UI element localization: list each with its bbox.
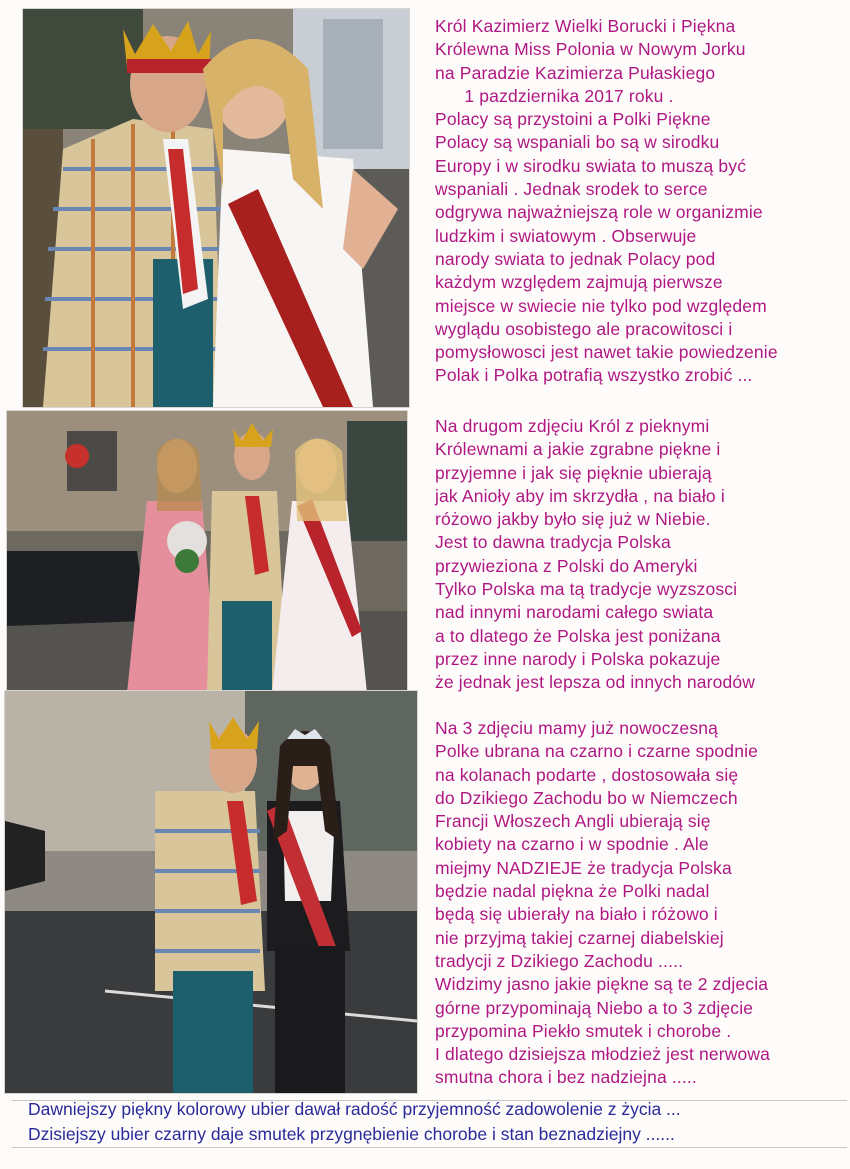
text-line: różowo jakby było się już w Niebie. bbox=[435, 509, 711, 530]
text-line: wyglądu osobistego ale pracowitosci i bbox=[435, 318, 733, 339]
paragraph-third-photo bbox=[435, 717, 770, 1090]
text-line: Polacy są przystoini a Polki Piękne bbox=[435, 109, 711, 130]
text-line: odgrywa najważniejszą role w organizmie bbox=[435, 202, 763, 223]
text-line: Jest to dawna tradycja Polska bbox=[435, 532, 671, 553]
text-line: Widzimy jasno jakie piękne są te 2 zdjecia bbox=[435, 974, 769, 995]
text-line: przyjemne i jak się pięknie ubierają bbox=[435, 462, 712, 483]
photo-king-with-princesses bbox=[6, 410, 408, 694]
text-line: nie przyjmą takiej czarnej diabelskiej bbox=[435, 927, 724, 948]
text-line: że jednak jest lepsza od innych narodów bbox=[435, 672, 756, 693]
text-line: Polacy są wspaniali bo są w sirodku bbox=[435, 132, 720, 153]
text-line: przez inne narody i Polska pokazuje bbox=[435, 648, 721, 669]
footer-line-colorful: Dawniejszy piękny kolorowy ubier dawał radość przyjemność zadowolenie z życia ... bbox=[28, 1099, 681, 1119]
photo-1-illustration bbox=[23, 9, 409, 407]
text-line: Na drugom zdjęciu Król z pieknymi bbox=[435, 416, 710, 436]
text-line: Król Kazimierz Wielki Borucki i Piękna bbox=[435, 16, 736, 36]
footer-line-black: Dzisiejszy ubier czarny daje smutek przygnębienie chorobe i stan beznadziejny ...... bbox=[28, 1124, 675, 1144]
text-line: Królewnami a jakie zgrabne piękne i bbox=[435, 439, 721, 460]
text-line: będą się ubierały na biało i różowo i bbox=[435, 904, 718, 925]
text-line: miejsce w swiecie nie tylko pod względem bbox=[435, 295, 767, 316]
text-line: tradycji z Dzikiego Zachodu ..... bbox=[435, 950, 684, 971]
text-line: do Dzikiego Zachodu bo w Niemczech bbox=[435, 787, 738, 808]
footer-divider-bottom bbox=[12, 1147, 847, 1148]
text-line: górne przypominają Niebo a to 3 zdjęcie bbox=[435, 997, 754, 1018]
text-line: Polke ubrana na czarno i czarne spodnie bbox=[435, 741, 758, 762]
text-line: będzie nadal piękna że Polki nadal bbox=[435, 881, 710, 902]
text-line: na kolanach podarte , dostosowała się bbox=[435, 764, 739, 785]
text-line: przypomina Piekło smutek i chorobe . bbox=[435, 1020, 732, 1041]
text-line: Na 3 zdjęciu mamy już nowoczesną bbox=[435, 718, 718, 738]
text-line: Francji Włoszech Angli ubierają się bbox=[435, 811, 711, 832]
text-line: miejmy NADZIEJE że tradycja Polska bbox=[435, 857, 732, 878]
text-line: na Paradzie Kazimierza Pułaskiego bbox=[435, 62, 716, 83]
text-line: pomysłowosci jest nawet takie powiedzenie bbox=[435, 342, 778, 363]
text-line: Królewna Miss Polonia w Nowym Jorku bbox=[435, 39, 746, 60]
text-line-date: 1 pazdziernika 2017 roku . bbox=[464, 85, 674, 106]
paragraph-intro bbox=[435, 15, 778, 388]
text-line: ludzkim i swiatowym . Obserwuje bbox=[435, 225, 697, 246]
photo-2-illustration bbox=[7, 411, 407, 693]
text-line: narody swiata to jednak Polacy pod bbox=[435, 248, 716, 269]
text-line: Polak i Polka potrafią wszystko zrobić ... bbox=[435, 365, 753, 386]
text-line: przywieziona z Polski do Ameryki bbox=[435, 555, 698, 576]
text-line: jak Anioły aby im skrzydła , na biało i bbox=[435, 485, 725, 506]
text-line: Tylko Polska ma tą tradycje wyzszosci bbox=[435, 579, 738, 600]
text-line: a to dlatego że Polska jest poniżana bbox=[435, 625, 721, 646]
photo-king-and-miss-polonia bbox=[22, 8, 410, 408]
text-line: każdym względem zajmują pierwsze bbox=[435, 272, 723, 293]
text-line: nad innymi narodami całego swiata bbox=[435, 602, 714, 623]
photo-3-illustration bbox=[5, 691, 417, 1093]
text-line: wspaniali . Jednak srodek to serce bbox=[435, 179, 708, 200]
photo-king-with-girl-in-black bbox=[4, 690, 418, 1094]
text-line: kobiety na czarno i w spodnie . Ale bbox=[435, 834, 709, 855]
paragraph-second-photo bbox=[435, 415, 755, 695]
text-line: smutna chora i bez nadziejna ..... bbox=[435, 1067, 697, 1088]
text-line: Europy i w sirodku swiata to muszą być bbox=[435, 155, 747, 176]
text-line: I dlatego dzisiejsza młodzież jest nerwowa bbox=[435, 1044, 771, 1065]
